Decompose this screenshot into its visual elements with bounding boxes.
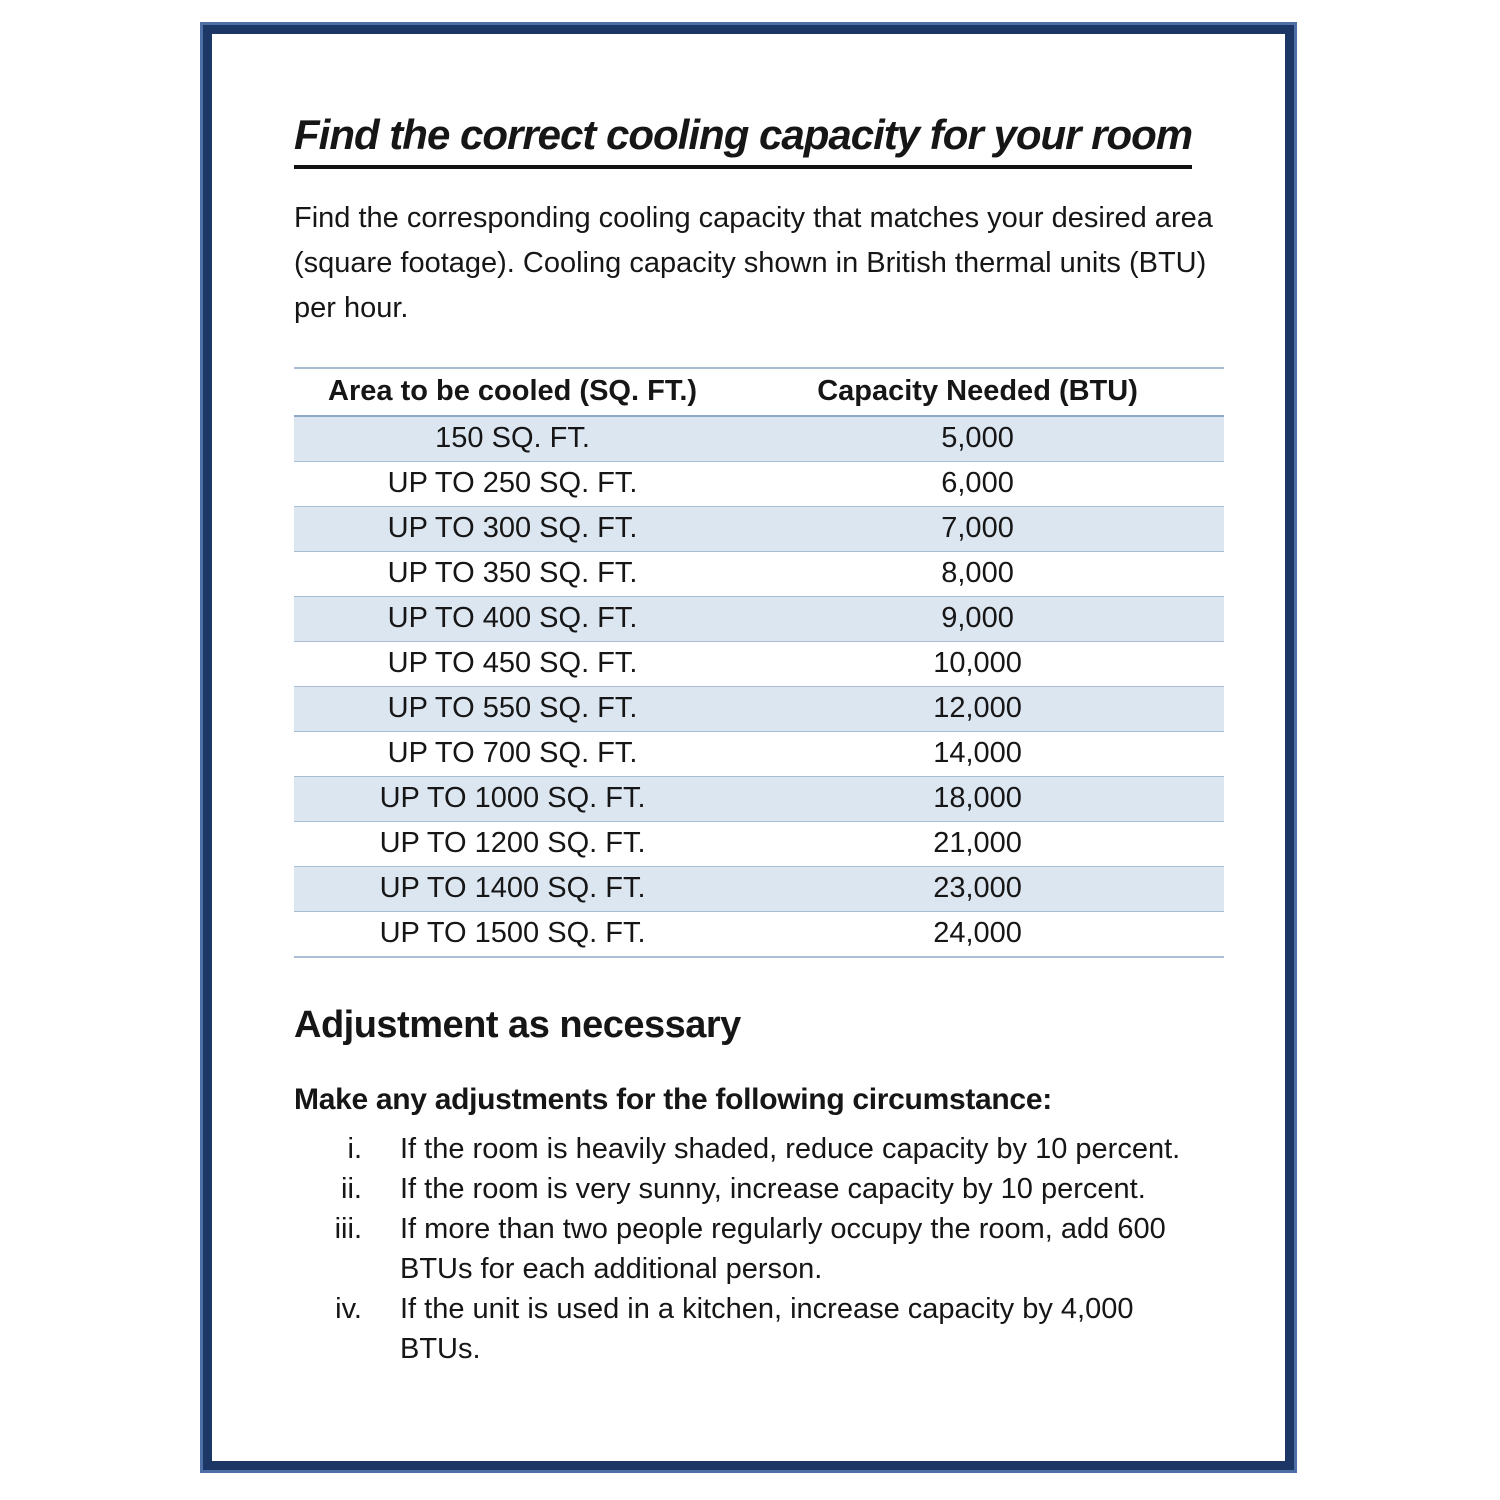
column-header-area: Area to be cooled (SQ. FT.) <box>294 368 731 416</box>
adjustment-lead: Make any adjustments for the following circumstance: <box>294 1083 1052 1117</box>
cell-capacity: 9,000 <box>731 597 1224 642</box>
capacity-table-body <box>294 416 1224 957</box>
cell-area: UP TO 1500 SQ. FT. <box>294 912 731 958</box>
cell-capacity: 14,000 <box>731 732 1224 777</box>
list-item-marker: iii. <box>334 1213 362 1246</box>
cell-capacity: 7,000 <box>731 507 1224 552</box>
page-border-frame <box>203 25 1294 1470</box>
list-item-text: If the room is very sunny, increase capacity by 10 percent. <box>400 1173 1146 1206</box>
table-row <box>294 642 1224 687</box>
page-title <box>294 112 1207 158</box>
list-item-text: If more than two people regularly occupy the room, add 600 BTUs for each additional person. <box>400 1213 1166 1286</box>
adjustment-list <box>294 1129 1207 1369</box>
table-row <box>294 822 1224 867</box>
cell-area: UP TO 450 SQ. FT. <box>294 642 731 687</box>
list-item <box>294 1169 1207 1209</box>
list-item-marker: i. <box>347 1133 362 1166</box>
cell-area: UP TO 550 SQ. FT. <box>294 687 731 732</box>
capacity-table-header-row <box>294 368 1224 416</box>
table-row <box>294 777 1224 822</box>
list-item-marker: iv. <box>335 1293 362 1326</box>
list-item <box>294 1209 1207 1289</box>
table-row <box>294 912 1224 958</box>
cell-area: UP TO 700 SQ. FT. <box>294 732 731 777</box>
page-title-text: Find the correct cooling capacity for your room <box>294 111 1192 169</box>
cell-capacity: 8,000 <box>731 552 1224 597</box>
cell-area: UP TO 1200 SQ. FT. <box>294 822 731 867</box>
page-content <box>212 34 1285 1461</box>
cell-capacity: 18,000 <box>731 777 1224 822</box>
cell-area: UP TO 400 SQ. FT. <box>294 597 731 642</box>
cell-capacity: 24,000 <box>731 912 1224 958</box>
cell-area: 150 SQ. FT. <box>294 416 731 462</box>
cell-capacity: 10,000 <box>731 642 1224 687</box>
cell-capacity: 23,000 <box>731 867 1224 912</box>
intro-paragraph: Find the corresponding cooling capacity that matches your desired area (square footage). Cooling capacity shown in British thermal units (BTU) per hour. <box>294 202 1213 325</box>
cell-capacity: 21,000 <box>731 822 1224 867</box>
table-row <box>294 552 1224 597</box>
table-row <box>294 507 1224 552</box>
table-row <box>294 687 1224 732</box>
cell-area: UP TO 1400 SQ. FT. <box>294 867 731 912</box>
column-header-capacity: Capacity Needed (BTU) <box>731 368 1224 416</box>
adjustment-heading: Adjustment as necessary <box>294 1004 741 1047</box>
cell-capacity: 5,000 <box>731 416 1224 462</box>
table-row <box>294 462 1224 507</box>
list-item-text: If the room is heavily shaded, reduce capacity by 10 percent. <box>400 1133 1181 1166</box>
table-row <box>294 597 1224 642</box>
capacity-table <box>294 367 1224 958</box>
table-row <box>294 732 1224 777</box>
cell-area: UP TO 1000 SQ. FT. <box>294 777 731 822</box>
cell-area: UP TO 300 SQ. FT. <box>294 507 731 552</box>
list-item <box>294 1289 1207 1369</box>
list-item-marker: ii. <box>341 1173 362 1206</box>
cell-capacity: 12,000 <box>731 687 1224 732</box>
list-item-text: If the unit is used in a kitchen, increase capacity by 4,000 BTUs. <box>400 1293 1134 1366</box>
cell-area: UP TO 250 SQ. FT. <box>294 462 731 507</box>
table-row <box>294 416 1224 462</box>
list-item <box>294 1129 1207 1169</box>
cell-area: UP TO 350 SQ. FT. <box>294 552 731 597</box>
table-row <box>294 867 1224 912</box>
cell-capacity: 6,000 <box>731 462 1224 507</box>
